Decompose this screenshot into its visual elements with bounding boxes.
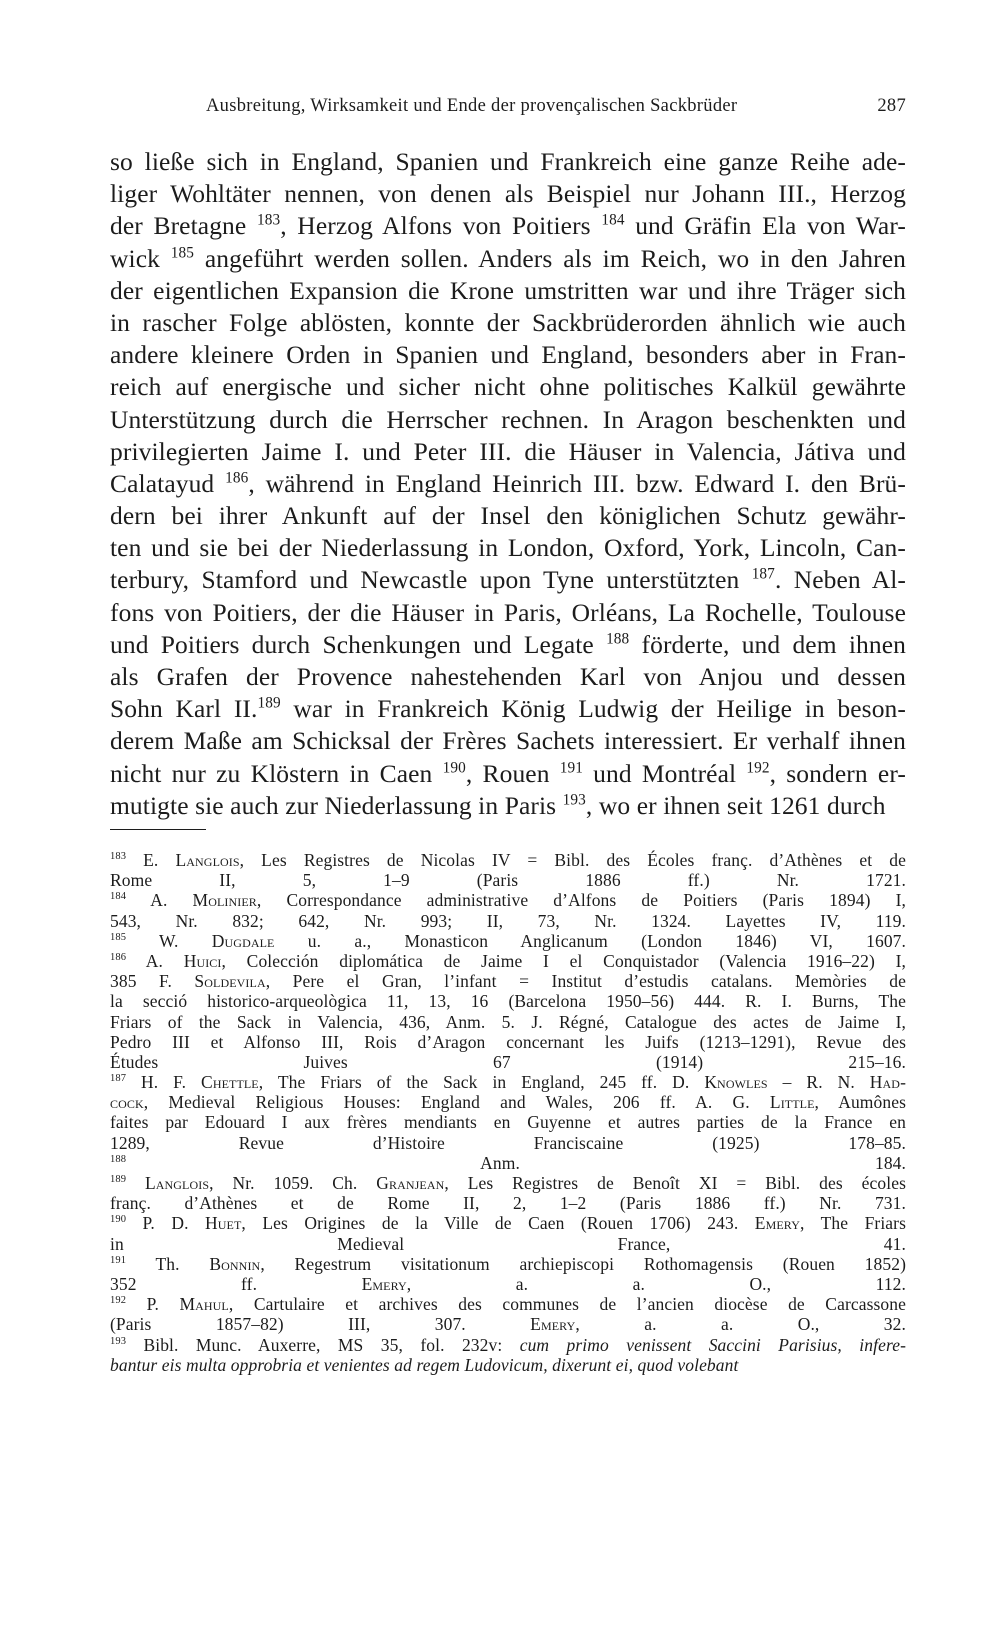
footnote-line: $^{188}$ Anm. 184. (110, 1152, 906, 1173)
latin-quote: bantur eis multa opprobria et venientes ad regem Ludovicum, dixerunt ei, quod volebant (110, 1354, 739, 1375)
latin-quote: cum primo venissent Saccini Parisius, infere- (519, 1334, 906, 1355)
footnote-line: Friars of the Sack in Valencia, 436, Anm. 5. J. Régné, Catalogue des actes de Jaime I, (110, 1011, 906, 1032)
footnote-marker: 183 (256, 211, 281, 229)
author-name: Langlois (175, 850, 240, 870)
text-line: derem Maße am Schicksal der Frères Sachets interessiert. Er verhalf ihnen (110, 726, 906, 756)
text-line: und Poitiers durch Schenkungen und Legate $^{188}$ förderte, und dem ihnen (110, 629, 907, 659)
page-number: 287 (877, 96, 906, 116)
footnote-marker: 191 (559, 759, 583, 777)
running-header (206, 96, 906, 117)
footnote-marker: 193 (110, 1335, 127, 1347)
footnote-line: $^{191}$ Th. Bonnin, Regestrum visitationum archiepiscopi Rothomagensis (Rouen 1852) (110, 1253, 906, 1274)
text-line: wick $^{185}$ angeführt werden sollen. Anders als im Reich, wo in den Jahren (110, 243, 906, 273)
footnote-marker: 188 (606, 630, 630, 648)
text-line: Calatayud $^{186}$, während in England Heinrich III. bzw. Edward I. den Brü- (110, 468, 906, 498)
author-name: Chettle (201, 1072, 259, 1093)
footnote-line: la secció historico-arqueològica 11, 13, 16 (Barcelona 1950–56) 444. R. I. Burns, The (110, 991, 906, 1012)
footnote-line: $^{187}$ H. F. Chettle, The Friars of the Sack in England, 245 ff. D. Knowles – R. N. Had- (110, 1072, 906, 1093)
text-line: mutigte sie auch zur Niederlassung in Paris $^{193}$, wo er ihnen seit 1261 durch (110, 790, 886, 820)
footnote-line: Pedro III et Alfonso III, Rois d’Aragon concernant les Juifs (1213–1291), Revue des (110, 1031, 906, 1052)
footnote-line: Rome II, 5, 1–9 (Paris 1886 ff.) Nr. 1721. (110, 870, 906, 891)
main-text (110, 146, 906, 822)
footnote-line: 1289, Revue d’Histoire Franciscaine (1925) 178–85. (110, 1132, 906, 1153)
footnote-line: $^{193}$ Bibl. Munc. Auxerre, MS 35, fol. 232v: cum primo venissent Saccini Parisius, infere- (110, 1334, 906, 1355)
author-name: Emery (361, 1273, 407, 1294)
author-name: Bonnin (209, 1253, 261, 1274)
footnote-marker: 187 (110, 1073, 127, 1085)
text-line: andere kleinere Orden in Spanien und England, besonders aber in Fran- (110, 340, 906, 370)
footnote-line: in Medieval France, 41. (110, 1233, 906, 1254)
footnote-marker: 190 (442, 759, 466, 777)
text-line: nicht nur zu Klöstern in Caen $^{190}$, Rouen $^{191}$ und Montréal $^{192}$, sondern er- (110, 758, 906, 788)
footnote-marker: 193 (562, 791, 586, 809)
footnote-line: franç. d’Athènes et de Rome II, 2, 1–2 (Paris 1886 ff.) Nr. 731. (110, 1193, 906, 1214)
footnote-line: $^{190}$ P. D. Huet, Les Origines de la Ville de Caen (Rouen 1706) 243. Emery, The Friars (110, 1213, 906, 1234)
text-line: Unterstützung durch die Herrscher rechnen. In Aragon beschenkten und (110, 404, 906, 434)
text-line: so ließe sich in England, Spanien und Frankreich eine ganze Reihe ade- (110, 147, 906, 176)
author-name: Little (769, 1092, 815, 1113)
author-name: Dugdale (211, 930, 275, 951)
footnote-marker: 185 (170, 244, 195, 262)
footnote-line: $^{189}$ Langlois, Nr. 1059. Ch. Granjean, Les Registres de Benoît XI = Bibl. des écoles (110, 1173, 906, 1193)
text-line: Sohn Karl II.$^{189}$ war in Frankreich König Ludwig der Heilige in beson- (110, 694, 906, 724)
footnote-marker: 189 (257, 694, 281, 712)
footnote-line: cock, Medieval Religious Houses: England and Wales, 206 ff. A. G. Little, Aumônes (110, 1092, 906, 1113)
text-line: liger Wohltäter nennen, von denen als Beispiel nur Johann III., Herzog (110, 179, 906, 209)
text-line: in rascher Folge ablösten, konnte der Sackbrüderorden ähnlich wie auch (110, 307, 906, 337)
footnote-marker: 184 (601, 211, 625, 229)
footnote-line: $^{186}$ A. Huici, Colección diplomática de Jaime I el Conquistador (Valencia 1916–22) I, (110, 950, 906, 971)
author-name: Langlois (144, 1173, 210, 1193)
footnote-line: (Paris 1857–82) III, 307. Emery, a. a. O., 32. (110, 1314, 906, 1335)
footnote-line: 352 ff. Emery, a. a. O., 112. (110, 1273, 907, 1294)
footnote-separator (110, 829, 206, 830)
text-line: dern bei ihrer Ankunft auf der Insel den königlichen Schutz gewähr- (110, 501, 906, 531)
text-line: privilegierten Jaime I. und Peter III. die Häuser in Valencia, Játiva und (110, 436, 906, 466)
footnote-marker: 191 (110, 1254, 127, 1266)
footnotes (110, 850, 906, 1375)
footnote-line: Études Juives 67 (1914) 215–16. (110, 1051, 906, 1072)
author-name: Knowles (704, 1072, 768, 1093)
text-line: reich auf energische und sicher nicht ohne politisches Kalkül gewährte (110, 372, 906, 402)
author-name: Huet (205, 1213, 242, 1234)
footnote-line: 543, Nr. 832; 642, Nr. 993; II, 73, Nr. 1324. Layettes IV, 119. (110, 910, 906, 931)
footnote-line (110, 1355, 906, 1375)
footnote-marker: 186 (225, 469, 249, 487)
footnote-marker: 190 (110, 1214, 127, 1226)
author-name: Soldevila (194, 971, 266, 992)
text-line: der eigentlichen Expansion die Krone umstritten war und ihre Träger sich (110, 275, 906, 305)
footnote-line: $^{183}$ E. Langlois, Les Registres de Nicolas IV = Bibl. des Écoles franç. d’Athènes et de (110, 850, 907, 870)
footnote-marker: 188 (110, 1153, 127, 1165)
footnote-marker: 192 (110, 1295, 127, 1307)
running-title: Ausbreitung, Wirksamkeit und Ende der provençalischen Sackbrüder (206, 96, 738, 116)
footnote-marker: 184 (110, 891, 127, 903)
text-line: ten und sie bei der Niederlassung in London, Oxford, York, Lincoln, Can- (110, 533, 906, 563)
author-name: Mahul (179, 1294, 229, 1315)
author-name: Emery (530, 1314, 576, 1335)
footnote-line: $^{192}$ P. Mahul, Cartulaire et archives des communes de l’ancien diocèse de Carcassone (110, 1294, 906, 1315)
author-name: Molinier (192, 890, 257, 911)
text-line: terbury, Stamford und Newcastle upon Tyne unterstützten $^{187}$. Neben Al- (110, 565, 906, 595)
author-name: Huici (183, 950, 222, 971)
footnote-marker: 186 (110, 952, 127, 964)
text-line: der Bretagne $^{183}$, Herzog Alfons von Poitiers $^{184}$ und Gräfin Ela von War- (110, 211, 906, 241)
author-name: Granjean (376, 1173, 445, 1193)
footnote-marker: 189 (110, 1174, 127, 1186)
text-line: als Grafen der Provence nahestehenden Karl von Anjou und dessen (110, 662, 906, 691)
footnote-marker: 185 (110, 931, 127, 943)
author-name: Had- (869, 1072, 906, 1093)
footnote-marker: 183 (110, 851, 127, 863)
author-name: Emery (754, 1213, 800, 1234)
footnote-line: $^{184}$ A. Molinier, Correspondance administrative d’Alfons de Poitiers (Paris 1894) I, (110, 890, 906, 911)
footnote-line: faites par Edouard I aux frères mendiants en Guyenne et autres parties de la France en (110, 1112, 906, 1133)
footnote-line: $^{185}$ W. Dugdale u. a., Monasticon Anglicanum (London 1846) VI, 1607. (110, 930, 907, 951)
footnote-marker: 192 (746, 759, 770, 777)
text-line: fons von Poitiers, der die Häuser in Paris, Orléans, La Rochelle, Toulouse (110, 597, 906, 627)
author-name: cock (110, 1092, 144, 1113)
footnote-marker: 187 (751, 565, 775, 583)
footnote-line: 385 F. Soldevila, Pere el Gran, l’infant = Institut d’estudis catalans. Memòries de (110, 971, 907, 992)
